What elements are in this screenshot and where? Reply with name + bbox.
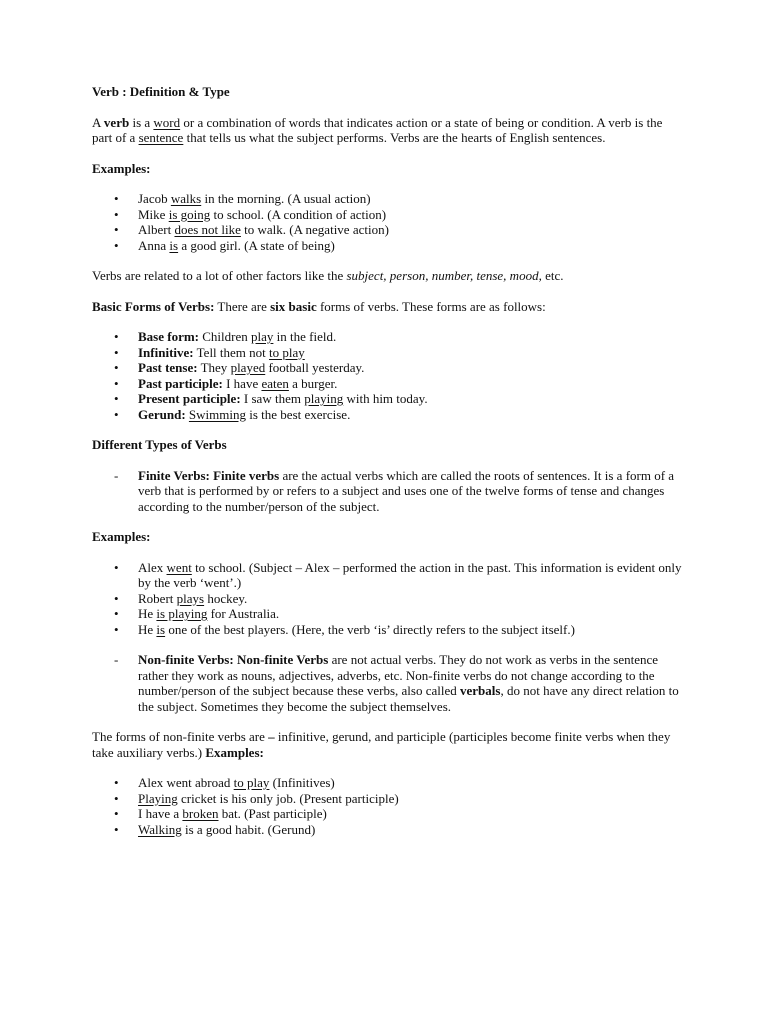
text-run: for Australia.: [207, 606, 280, 621]
text-run: to school. (A condition of action): [210, 206, 387, 222]
text-run: a good girl. (A state of being): [178, 237, 335, 253]
text-run: in the morning. (A usual action): [201, 191, 371, 206]
factors-paragraph: [92, 268, 682, 284]
examples-heading: Examples:: [92, 529, 151, 544]
text-run: are not actual verbs. They do not work as verbs in the sentence rather they work as nouns, adjectives, adverbs, etc. Non-finite verbs do not change according to the number/person of the subject because these verbs, also called: [138, 652, 659, 698]
types-heading: Different Types of Verbs: [92, 437, 227, 452]
underlined-verb: playing: [304, 391, 344, 406]
text-run: Children: [199, 329, 252, 344]
nonfinite-verbs-text: [138, 652, 682, 714]
underlined-verb: is: [156, 621, 166, 637]
bold-text: Gerund:: [138, 406, 186, 422]
list-item: [92, 560, 682, 591]
text-run: , do not have any direct relation to the subject. Sometimes they become the subject themselves.: [138, 683, 679, 714]
text-run: Verbs are related to a lot of other factors like the: [92, 268, 347, 283]
text-run: or a combination of words that indicates action or a state of being or condition. A verb is the part of a: [92, 114, 663, 145]
list-item: [92, 329, 682, 345]
text-run: is a good habit. (Gerund): [181, 821, 316, 837]
list-item: [92, 775, 682, 791]
text-run: He: [138, 606, 157, 621]
examples-heading: Examples:: [92, 160, 151, 176]
examples-list-verbs: [92, 191, 682, 253]
finite-verbs-item: [92, 468, 682, 515]
underlined-verb: is: [169, 237, 179, 253]
nonfinite-verbs-item: [92, 652, 682, 714]
list-item: [92, 606, 682, 622]
text-run: I have a: [138, 806, 183, 821]
bold-text: Present participle:: [138, 391, 241, 406]
underlined-verb: sentence: [138, 130, 184, 145]
bold-text: Basic Forms of Verbs:: [92, 298, 215, 314]
text-run: one of the best players. (Here, the verb ‘is’ directly refers to the subject itself.): [165, 621, 575, 637]
underlined-verb: does not like: [174, 222, 241, 237]
list-item: [92, 791, 682, 807]
bold-text: Base form:: [138, 329, 200, 344]
text-run: Jacob: [138, 191, 171, 206]
underlined-verb: is going: [168, 206, 211, 222]
text-run: to walk. (A negative action): [240, 222, 389, 237]
nonfinite-forms-paragraph: [92, 729, 682, 760]
underlined-verb: is playing: [156, 606, 208, 621]
text-run: He: [138, 621, 157, 637]
bold-text: verbals: [460, 683, 501, 698]
bold-text: Past tense:: [138, 360, 198, 375]
finite-verbs-text: [138, 468, 682, 515]
bold-text: Finite Verbs: Finite verbs: [138, 467, 280, 483]
underlined-verb: word: [153, 114, 181, 130]
text-run: forms of verbs. These forms are as follows:: [316, 298, 546, 314]
text-run: Albert: [138, 222, 175, 237]
underlined-verb: Playing: [138, 790, 178, 806]
text-run: I have: [222, 375, 262, 391]
text-run: cricket is his only job. (Present participle): [177, 790, 399, 806]
text-run: I saw them: [240, 391, 305, 406]
underlined-verb: went: [166, 559, 192, 575]
bold-text: –: [268, 729, 275, 744]
text-run: There are: [214, 298, 271, 314]
bold-text: Examples:: [205, 744, 264, 760]
intro-paragraph: [92, 115, 682, 146]
basic-forms-list: [92, 329, 682, 422]
bold-text: Non-finite Verbs: Non-finite Verbs: [138, 652, 329, 667]
text-run: etc.: [541, 268, 564, 283]
text-run: football yesterday.: [265, 360, 365, 375]
underlined-verb: eaten: [261, 375, 289, 391]
dash-marker: -: [114, 467, 119, 483]
text-run: A: [92, 114, 104, 130]
text-run: Alex went abroad: [138, 775, 234, 790]
text-run: to school. (Subject – Alex – performed the action in the past. This information is evident only by the verb ‘went’.): [138, 559, 682, 590]
text-run: They: [197, 360, 231, 375]
text-run: is a: [129, 114, 154, 130]
text-run: hockey.: [204, 590, 248, 606]
text-run: a burger.: [288, 375, 338, 391]
underlined-verb: to play: [269, 344, 305, 360]
underlined-verb: Walking: [138, 821, 182, 837]
text-run: (Infinitives): [269, 775, 335, 790]
italic-text: subject, person, number, tense, mood,: [346, 268, 542, 283]
examples-list-finite: [92, 560, 682, 638]
text-run: Alex: [138, 559, 167, 575]
list-item: [92, 207, 682, 223]
list-item: [92, 345, 682, 361]
list-item: [92, 376, 682, 392]
list-item: [92, 806, 682, 822]
text-run: in the field.: [273, 329, 337, 344]
text-run: that tells us what the subject performs. Verbs are the hearts of English sentences.: [183, 130, 606, 145]
underlined-verb: broken: [182, 806, 219, 821]
text-run: bat. (Past participle): [218, 806, 327, 821]
underlined-verb: Swimming: [188, 406, 246, 422]
underlined-verb: played: [230, 360, 266, 375]
list-item: [92, 238, 682, 254]
list-item: [92, 391, 682, 407]
underlined-verb: play: [251, 329, 274, 344]
document-title: Verb : Definition & Type: [92, 84, 230, 99]
underlined-verb: plays: [176, 590, 205, 606]
underlined-verb: to play: [233, 775, 270, 790]
text-run: infinitive, gerund, and participle (participles become finite verbs when they take auxiliary verbs.): [92, 729, 671, 760]
list-item: [92, 822, 682, 838]
underlined-verb: walks: [170, 191, 202, 206]
text-run: Tell them not: [193, 344, 270, 360]
bold-text: Past participle:: [138, 375, 223, 391]
text-run: The forms of non-finite verbs are: [92, 729, 269, 744]
list-item: [92, 360, 682, 376]
text-run: Robert: [138, 590, 177, 606]
text-run: is the best exercise.: [246, 406, 351, 422]
text-run: Anna: [138, 237, 170, 253]
list-item: [92, 191, 682, 207]
list-item: [92, 222, 682, 238]
basic-forms-paragraph: [92, 299, 682, 315]
list-item: [92, 622, 682, 638]
text-run: with him today.: [343, 391, 428, 406]
examples-list-nonfinite: [92, 775, 682, 837]
list-item: [92, 407, 682, 423]
bold-text: six basic: [270, 298, 317, 314]
text-run: Mike: [138, 206, 169, 222]
document-page: [92, 84, 682, 837]
text-run: are the actual verbs which are called the roots of sentences. It is a form of a verb that is performed by or refers to a subject and uses one of the twelve forms of tense and changes according to the number/person of the subject.: [138, 467, 675, 514]
dash-marker: -: [114, 652, 119, 667]
bold-text: verb: [103, 114, 130, 130]
list-item: [92, 591, 682, 607]
bold-text: Infinitive:: [138, 344, 194, 360]
